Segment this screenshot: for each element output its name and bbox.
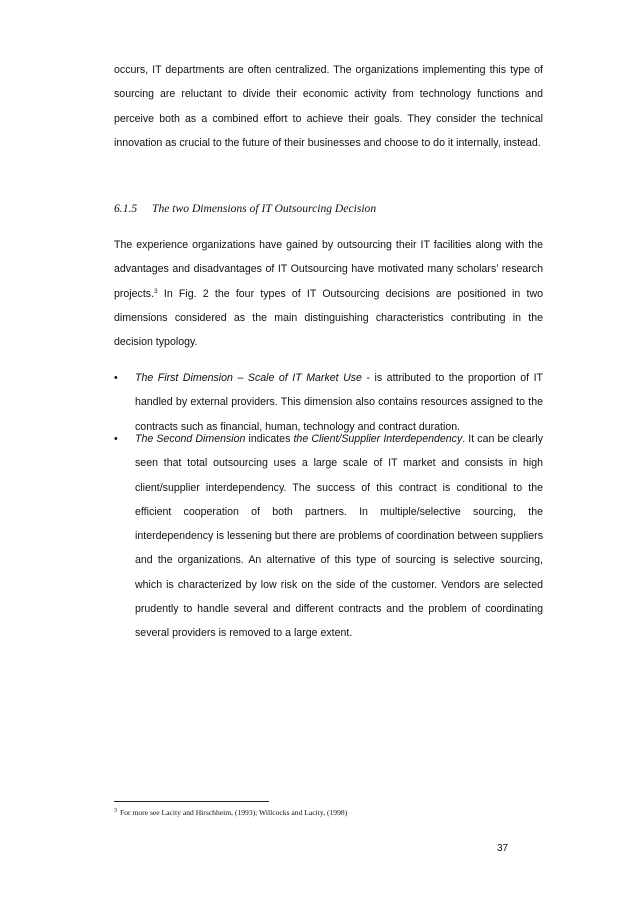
footnote-reference: 3 [154, 287, 158, 295]
bullet-text: - is attributed to the proportion of IT handled by external providers. This dimension also contains resources assigned to the contracts such as financial, human, technology and contract duration. [135, 372, 543, 433]
bullet-list-second [114, 427, 543, 646]
bullet-marker: • [114, 372, 118, 384]
footnote-text: For more see Lacity and Hirschheim, (1993); Willcocks and Lacity, (1998) [120, 808, 348, 817]
section-title: The two Dimensions of IT Outsourcing Decision [152, 202, 377, 215]
page-number: 37 [497, 843, 509, 854]
bullet-text-continued: . It can be clearly seen that total outsourcing uses a large scale of IT market and consists in high client/supplier interdependency. The success of this contract is conditional to the efficient cooperation of both partners. In multiple/selective sourcing, the interdependency is lessening but there are problems of coordination between suppliers and the organizations. An alternative of this type of sourcing is selective sourcing, which is characterized by low risk on the side of the customer. Vendors are selected prudently to handle several and different contracts and the problem of coordinating several providers is removed to a large extent. [135, 433, 543, 640]
bullet-term: The First Dimension – Scale of IT Market Use [135, 372, 362, 384]
section-number: 6.1.5 [114, 202, 138, 215]
footnote-separator [114, 801, 269, 802]
paragraph-text-end: In Fig. 2 the four types of IT Outsourcing decisions are positioned in two dimensions considered as the main distinguishing characteristics contributing in the decision typology. [114, 287, 543, 349]
paragraph-experience [114, 233, 543, 354]
paragraph-text-start: The experience organizations have gained by outsourcing their IT facilities along with the advantages and disadvantages of IT Outsourcing have motivated many scholars’ research projects. [114, 239, 543, 300]
bullet-text: indicates [245, 433, 294, 445]
bullet-item-second-dimension [114, 427, 543, 646]
bullet-term: The Second Dimension [135, 433, 246, 445]
bullet-term-secondary: the Client/Supplier Interdependency [293, 433, 463, 445]
bullet-marker: • [114, 433, 118, 445]
paragraph-intro: occurs, IT departments are often centralized. The organizations implementing this type of sourcing are reluctant to divide their economic activity from technology functions and perceive both as a combined effort to achieve their goals. They consider the technical innovation as crucial to the future of their businesses and choose to do it internally, instead. [114, 64, 543, 149]
footnote-number: 3 [114, 808, 117, 814]
footnote [114, 807, 543, 819]
section-heading [114, 199, 543, 219]
